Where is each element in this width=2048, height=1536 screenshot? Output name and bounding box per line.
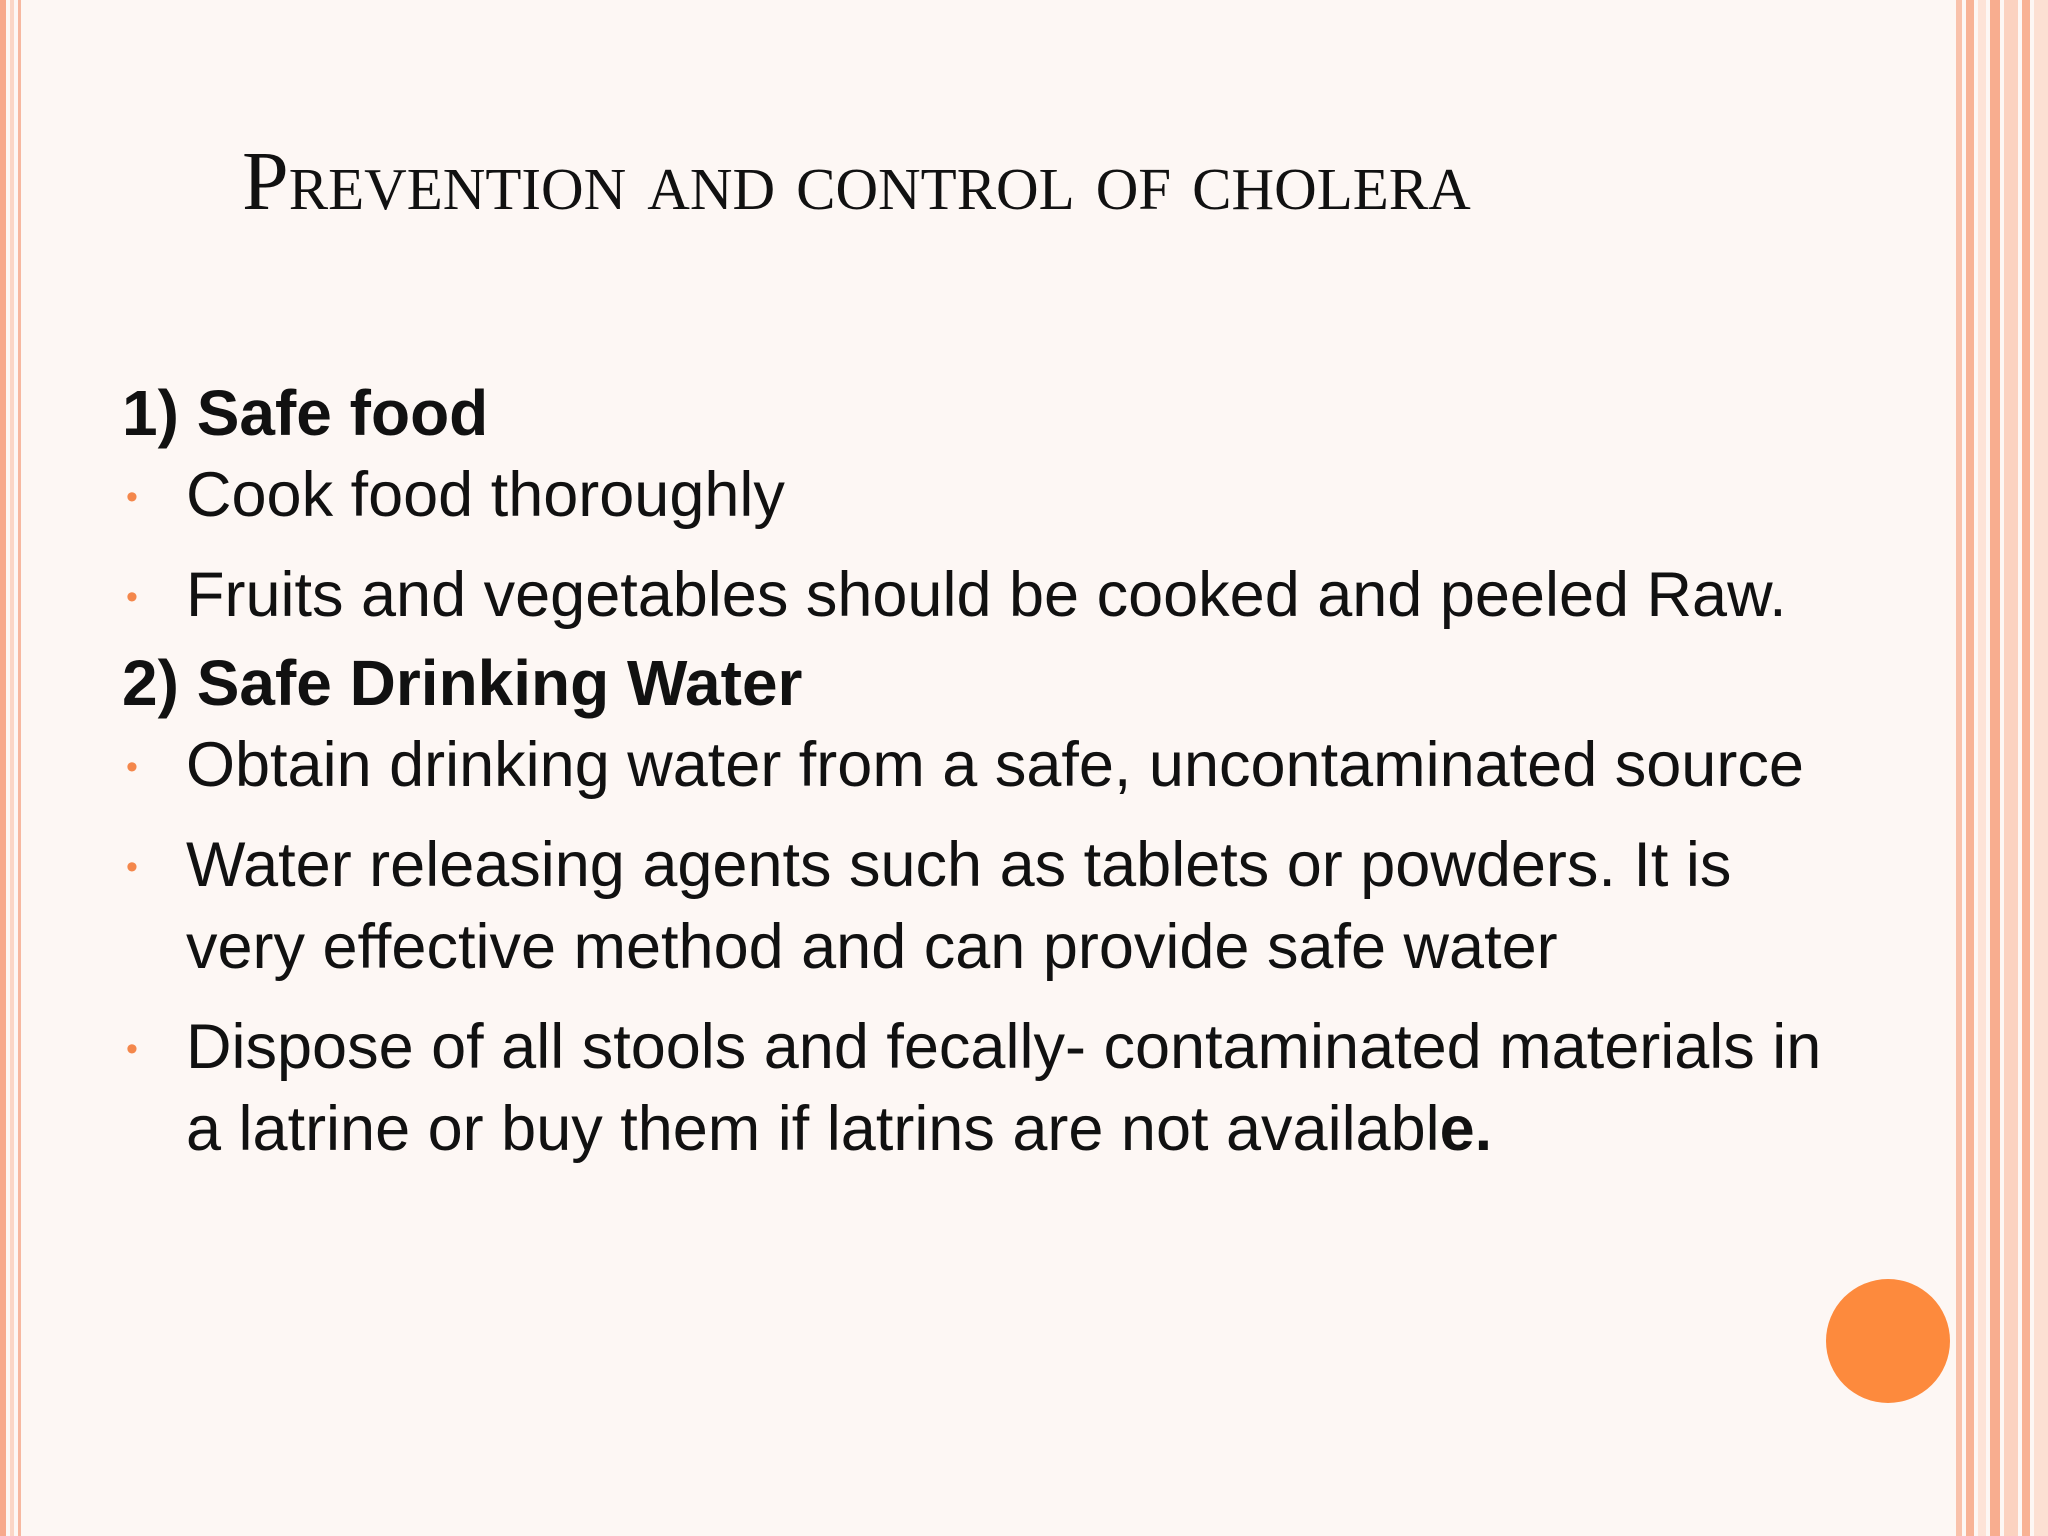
- bullet-text: Water releasing agents such as tablets or powders. It is very effective method and can provide safe water: [186, 830, 1732, 982]
- bullet-text-bold-tail: e.: [1439, 1094, 1493, 1164]
- right-border-stripe: [1956, 0, 1962, 1536]
- left-border-stripe: [18, 0, 21, 1536]
- right-border-stripe: [2004, 0, 2018, 1536]
- bullet-dot-icon: •: [126, 748, 138, 786]
- slide-title: Prevention and control of cholera: [242, 135, 1471, 228]
- section-heading: 1) Safe food: [122, 377, 489, 449]
- bullet-item: [122, 724, 1822, 806]
- section-safe-food: [122, 372, 1822, 636]
- bullet-text-main: Dispose of all stools and fecally- contaminated materials in a latrine or buy them if latrins are not availabl: [186, 1012, 1822, 1164]
- bullet-item: [122, 554, 1822, 636]
- left-border-stripe: [0, 0, 6, 1536]
- left-border-stripe: [10, 0, 14, 1536]
- bullet-text: Obtain drinking water from a safe, uncontaminated source: [186, 730, 1804, 800]
- bullet-item: [122, 824, 1822, 988]
- right-border-stripe: [2034, 0, 2048, 1536]
- right-border-stripe: [1990, 0, 2000, 1536]
- bullet-dot-icon: •: [126, 848, 138, 886]
- bullet-dot-icon: •: [126, 1030, 138, 1068]
- right-border-stripe: [2022, 0, 2030, 1536]
- bullet-text: Fruits and vegetables should be cooked and peeled Raw.: [186, 560, 1787, 630]
- bullet-item: [122, 454, 1822, 536]
- bullet-item: [122, 1006, 1822, 1170]
- bullet-text: [186, 1006, 1822, 1170]
- bullet-dot-icon: •: [126, 478, 138, 516]
- slide-content: [122, 372, 1822, 1170]
- right-border-stripe: [1978, 0, 1986, 1536]
- section-heading: 2) Safe Drinking Water: [122, 647, 803, 719]
- bullet-text: Cook food thoroughly: [186, 460, 785, 530]
- right-border-stripe: [1966, 0, 1974, 1536]
- orange-circle-decoration: [1826, 1279, 1950, 1403]
- section-safe-drinking-water: [122, 642, 1822, 1170]
- bullet-dot-icon: •: [126, 578, 138, 616]
